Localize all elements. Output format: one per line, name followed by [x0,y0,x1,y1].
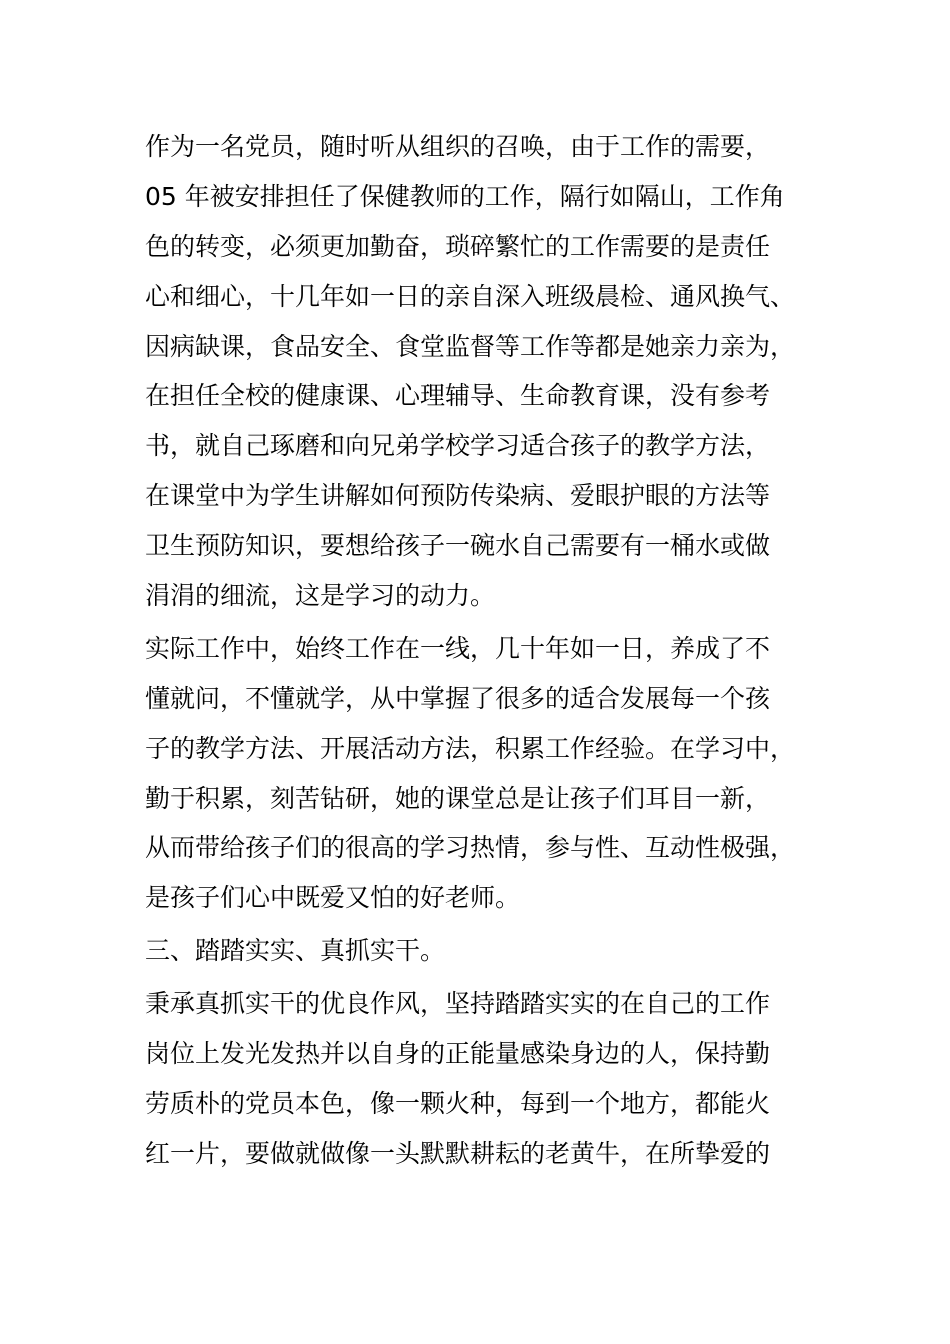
text-line: 勤于积累，刻苦钻研，她的课堂总是让孩子们耳目一新， [145,783,771,813]
text-line: 岗位上发光发热并以自身的正能量感染身边的人，保持勤 [145,1039,771,1069]
text-line: 实际工作中，始终工作在一线，几十年如一日，养成了不 [145,633,771,663]
text-line: 作为一名党员，随时听从组织的召唤，由于工作的需要， [145,132,771,161]
text-line: 懂就问，不懂就学，从中掌握了很多的适合发展每一个孩 [145,683,771,713]
text-line: 劳质朴的党员本色，像一颗火种，每到一个地方，都能火 [145,1088,771,1118]
heading-line: 三、踏踏实实、真抓实干。 [145,936,446,966]
text-line: 秉承真抓实干的优良作风，坚持踏踏实实的在自己的工作 [145,989,771,1019]
text-line: 色的转变，必须更加勤奋，琐碎繁忙的工作需要的是责任 [145,231,771,261]
text-line: 因病缺课，食品安全、食堂监督等工作等都是她亲力亲为， [145,331,796,361]
paragraph-3 [145,979,805,1179]
text-line: 子的教学方法、开展活动方法，积累工作经验。在学习中， [145,733,796,763]
text-line: 卫生预防知识，要想给孩子一碗水自己需要有一桶水或做 [145,531,771,561]
text-line: 在课堂中为学生讲解如何预防传染病、爱眼护眼的方法等 [145,481,771,511]
text-line: 心和细心，十几年如一日的亲自深入班级晨检、通风换气、 [145,281,796,311]
text-line: 从而带给孩子们的很高的学习热情，参与性、互动性极强， [145,833,796,863]
section-heading [145,926,805,976]
document-body [145,122,805,1179]
text-line: 书，就自己琢磨和向兄弟学校学习适合孩子的教学方法， [145,431,771,461]
paragraph-2 [145,624,805,923]
text-line: 在担任全校的健康课、心理辅导、生命教育课，没有参考 [145,381,771,411]
paragraph-1 [145,122,805,621]
text-line: 05 年被安排担任了保健教师的工作，隔行如隔山，工作角 [145,181,785,211]
text-line: 涓涓的细流，这是学习的动力。 [145,581,496,611]
text-line: 是孩子们心中既爱又怕的好老师。 [145,883,521,913]
text-line: 红一片，要做就做像一头默默耕耘的老黄牛，在所挚爱的 [145,1138,771,1168]
